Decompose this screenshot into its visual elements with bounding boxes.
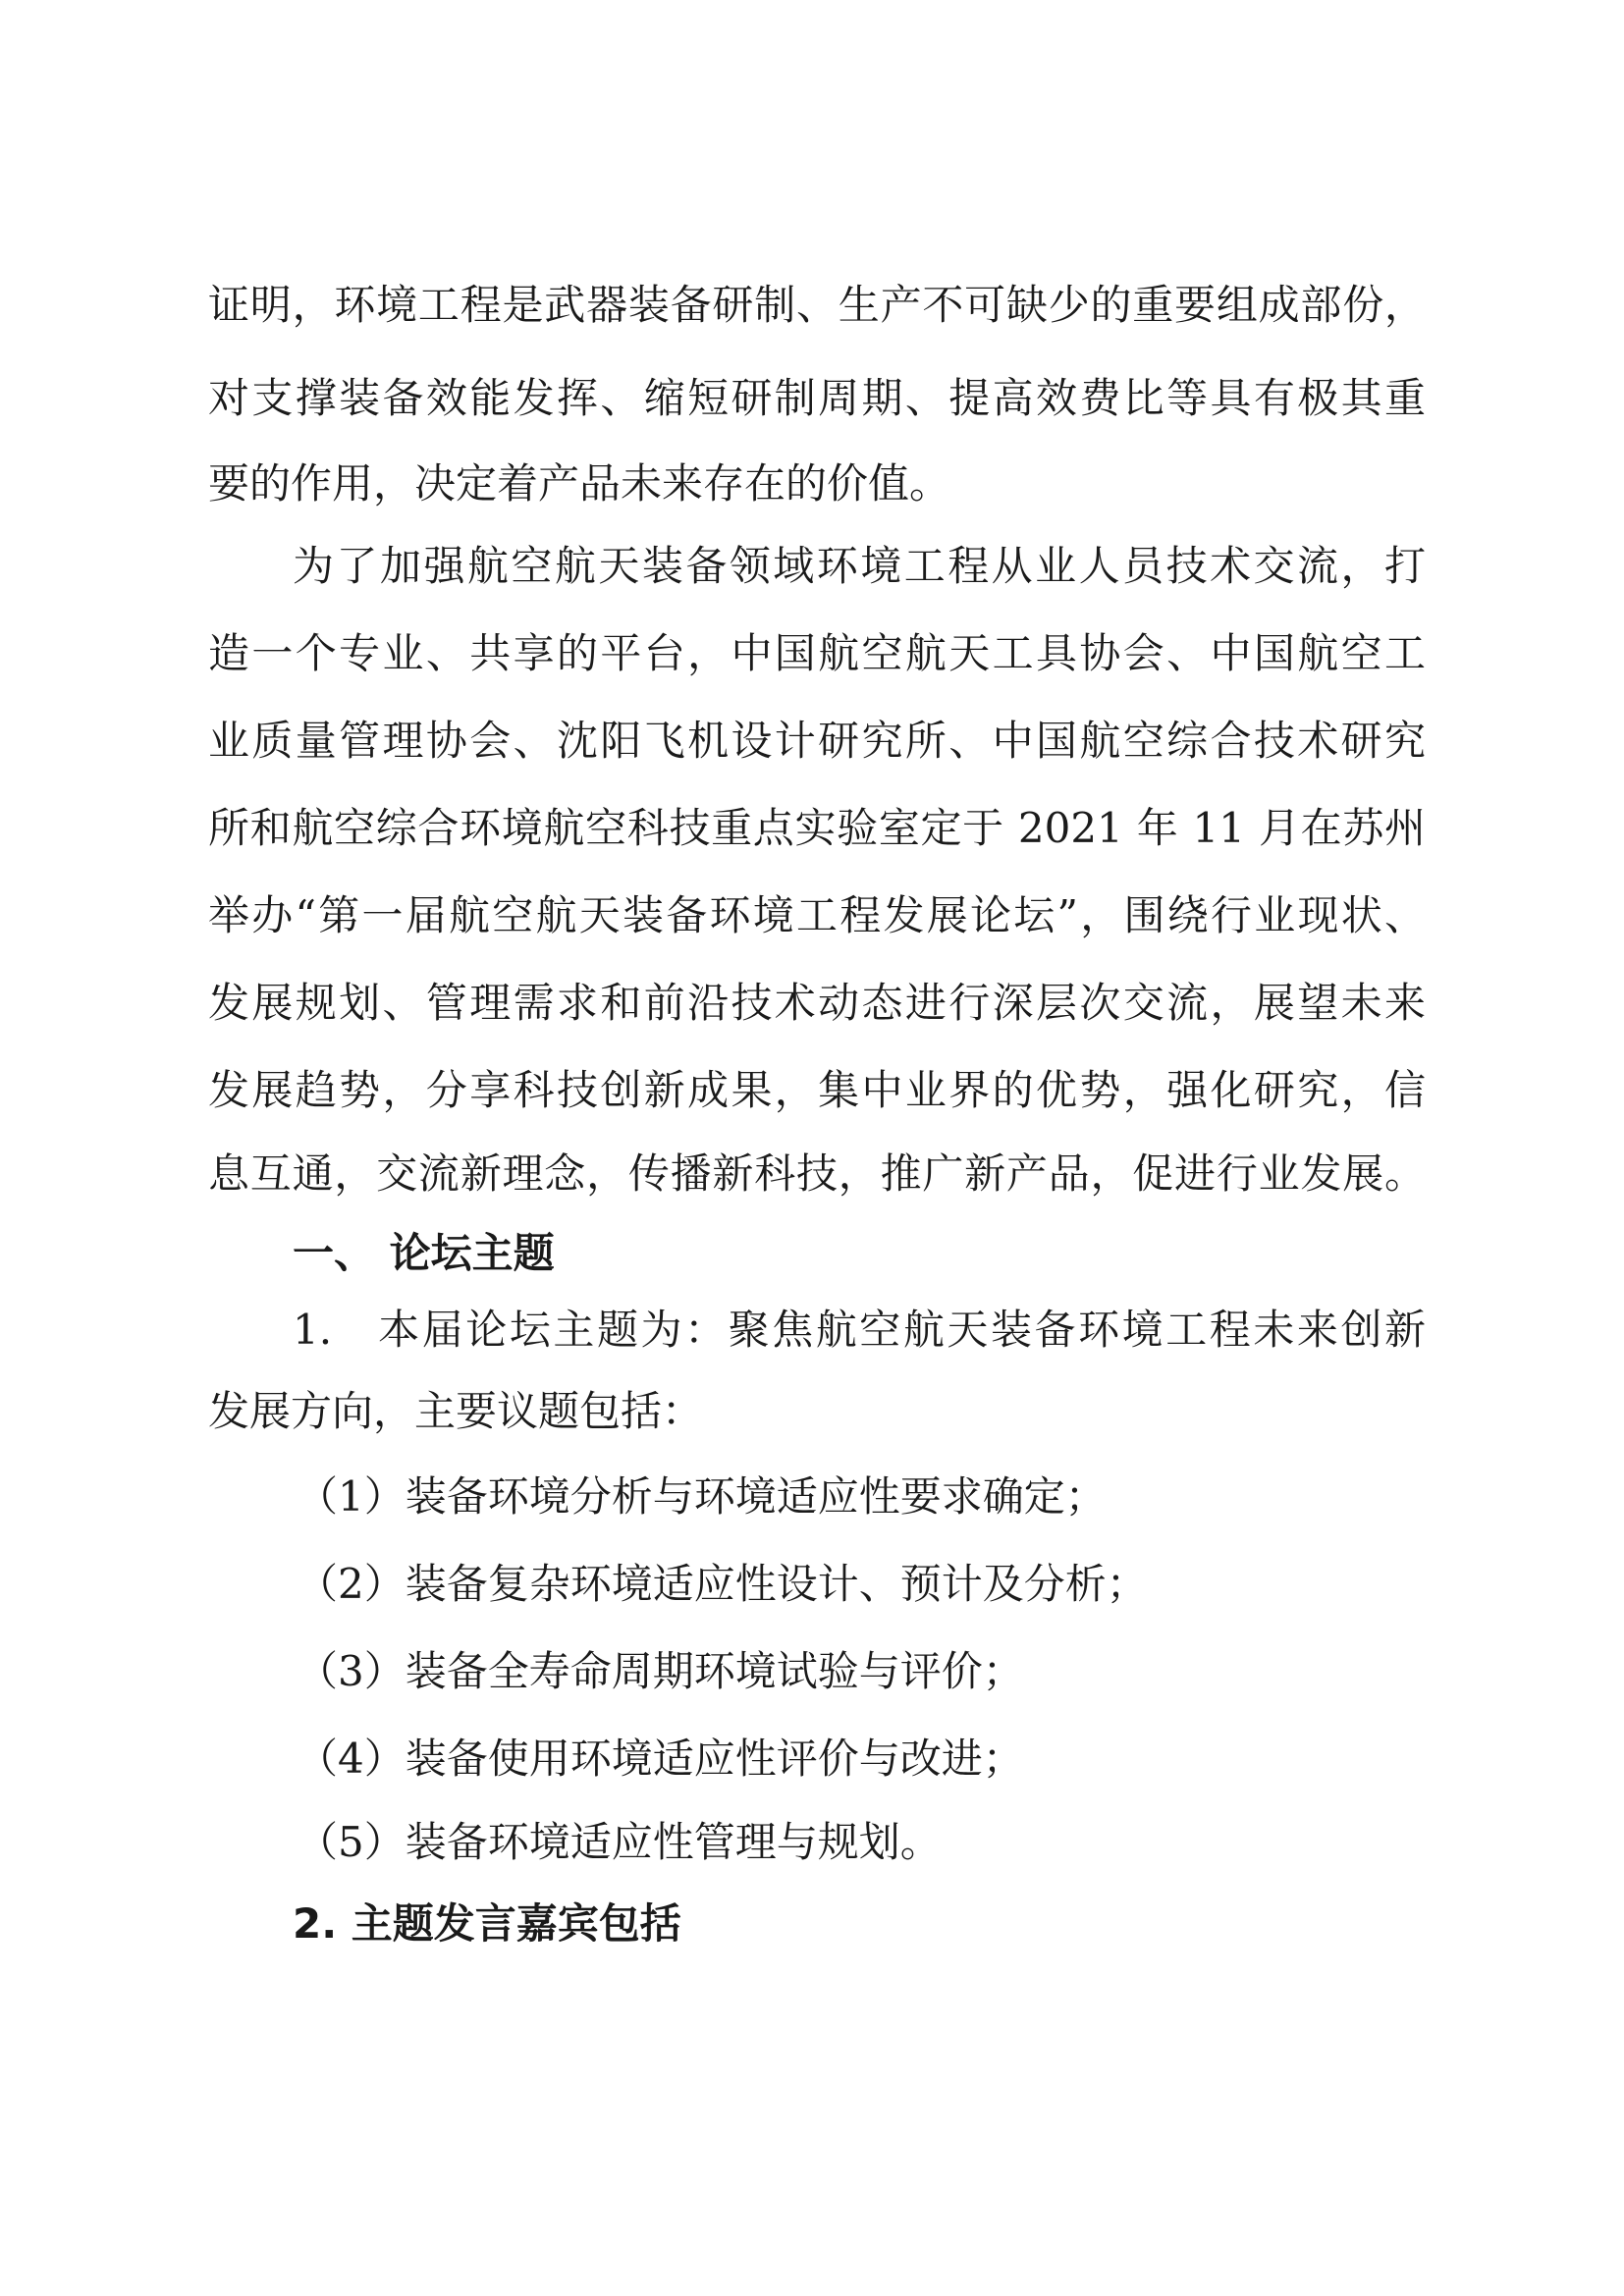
topic-item-1: （1）装备环境分析与环境适应性要求确定； [297,1472,1107,1521]
paragraph1-line-3: 要的作用，决定着产品未来存在的价值。 [208,459,951,507]
section1-heading: 一、 论坛主题 [293,1229,555,1277]
paragraph2-line-6: 发展规划、管理需求和前沿技术动态进行深层次交流，展望未来 [208,979,1426,1027]
paragraph2-line-8: 息互通，交流新理念，传播新科技，推广新产品，促进行业发展。 [208,1149,1426,1198]
section1-item1-line-2: 发展方向，主要议题包括： [208,1387,704,1435]
paragraph2-line-3: 业质量管理协会、沈阳飞机设计研究所、中国航空综合技术研究 [208,717,1426,765]
paragraph2-line-2: 造一个专业、共享的平台，中国航空航天工具协会、中国航空工 [208,629,1426,677]
section1-item2-heading: 2. 主题发言嘉宾包括 [293,1899,681,1948]
section1-item1-line-1: 1. 本届论坛主题为：聚焦航空航天装备环境工程未来创新 [293,1306,1426,1354]
topic-item-5: （5）装备环境适应性管理与规划。 [297,1818,942,1866]
paragraph2-line-1: 为了加强航空航天装备领域环境工程从业人员技术交流，打 [293,542,1426,590]
paragraph1-line-1: 证明，环境工程是武器装备研制、生产不可缺少的重要组成部份， [208,281,1426,329]
topic-item-4: （4）装备使用环境适应性评价与改进； [297,1735,1024,1783]
topic-item-2: （2）装备复杂环境适应性设计、预计及分析； [297,1560,1148,1608]
topic-item-3: （3）装备全寿命周期环境试验与评价； [297,1647,1024,1695]
paragraph2-line-4: 所和航空综合环境航空科技重点实验室定于 2021 年 11 月在苏州 [208,804,1426,852]
paragraph2-line-7: 发展趋势，分享科技创新成果，集中业界的优势，强化研究，信 [208,1066,1426,1114]
paragraph2-line-5: 举办“第一届航空航天装备环境工程发展论坛”，围绕行业现状、 [208,891,1426,939]
paragraph1-line-2: 对支撑装备效能发挥、缩短研制周期、提高效费比等具有极其重 [208,374,1426,422]
